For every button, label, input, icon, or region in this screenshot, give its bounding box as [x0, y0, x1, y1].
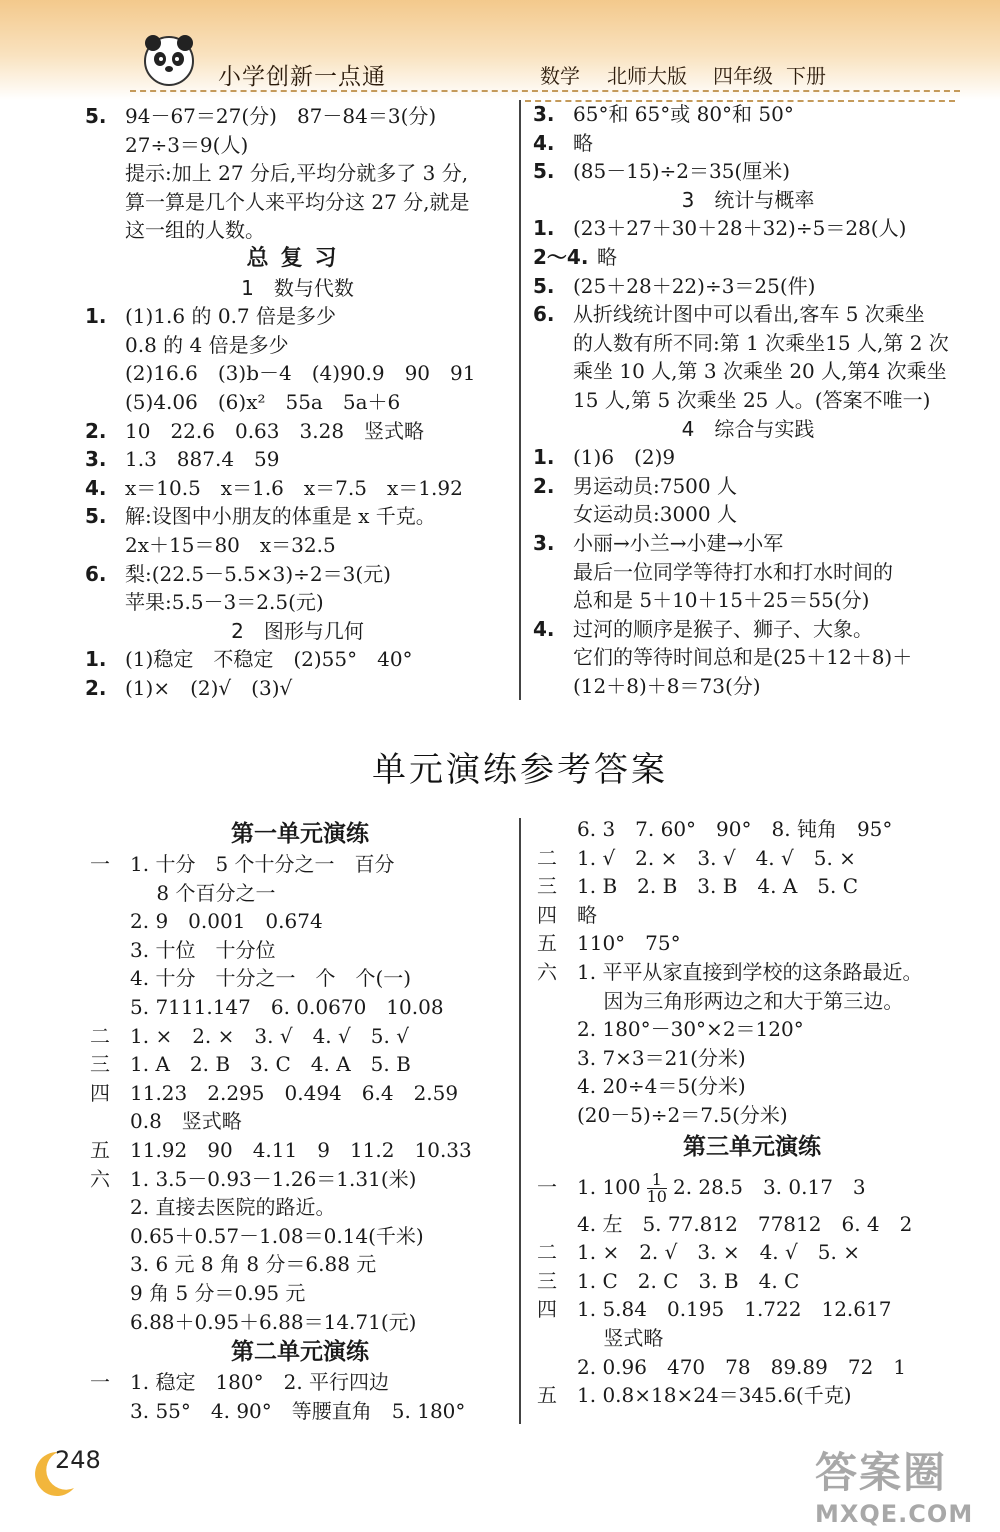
- answer-line: [90, 1050, 510, 1079]
- answer-line: [537, 1295, 967, 1324]
- answer-line: [85, 359, 510, 388]
- watermark: [815, 1440, 985, 1526]
- section-heading: 3 统计与概率: [681, 187, 815, 212]
- answer-line: [85, 588, 510, 617]
- answer-line: [90, 993, 510, 1022]
- question-group-label: 四: [537, 1297, 557, 1322]
- answer-line: [85, 645, 510, 674]
- answer-text: 1. C 2. C 3. B 4. C: [577, 1268, 800, 1293]
- answer-text: 1. 100: [577, 1174, 641, 1199]
- answer-text: 提示:加上 27 分后,平均分就多了 3 分,: [125, 161, 469, 186]
- answer-line: [85, 216, 510, 245]
- fraction-numerator: 1: [647, 1172, 667, 1189]
- answer-line: [85, 302, 510, 331]
- answer-line: [537, 815, 967, 844]
- answer-line: [85, 159, 510, 188]
- answer-text: 略: [597, 244, 617, 269]
- question-number: 3.: [533, 530, 555, 555]
- answer-line: [90, 879, 510, 908]
- question-group-label: 一: [90, 1370, 110, 1395]
- answer-text: 3. 十位 十分位: [130, 937, 276, 962]
- question-group-label: 六: [537, 959, 557, 984]
- answer-line: [537, 1044, 967, 1073]
- answer-text: (20－5)÷2＝7.5(分米): [577, 1102, 788, 1127]
- answer-line: [537, 844, 967, 873]
- top-right-column: [533, 100, 963, 700]
- answer-text: 最后一位同学等待打水和打水时间的: [573, 559, 893, 584]
- question-group-label: 四: [90, 1080, 110, 1105]
- answer-text: 男运动员:7500 人: [573, 473, 737, 498]
- section-heading: 1 数与代数: [241, 275, 354, 300]
- answer-line: [85, 417, 510, 446]
- answer-line: [85, 560, 510, 589]
- answer-text: 略: [573, 130, 593, 155]
- question-number: 2.: [533, 473, 555, 498]
- page-number: 248: [55, 1446, 101, 1474]
- answer-text: 0.65＋0.57－1.08＝0.14(千米): [130, 1223, 424, 1248]
- answer-line: [85, 188, 510, 217]
- answer-text: 2. 直接去医院的路近。: [130, 1195, 336, 1220]
- question-group-label: 一: [90, 852, 110, 876]
- answer-line: [533, 243, 963, 272]
- answer-text: 2. 28.5 3. 0.17 3: [672, 1174, 866, 1199]
- question-number: 1.: [85, 647, 107, 672]
- answer-text: 1. B 2. B 3. B 4. A 5. C: [577, 874, 859, 899]
- answer-line: [533, 615, 963, 644]
- grade-label: 四年级: [713, 64, 773, 88]
- answer-line: [85, 502, 510, 531]
- answer-line: [90, 1397, 510, 1426]
- answer-line: [533, 558, 963, 587]
- answer-text: 6.88＋0.95＋6.88＝14.71(元): [130, 1309, 417, 1334]
- answer-line: [533, 500, 963, 529]
- answer-text: 1.3 887.4 59: [125, 447, 280, 472]
- answer-line: [85, 102, 510, 131]
- answer-line: [533, 672, 963, 701]
- question-number: 2.: [85, 418, 107, 443]
- answer-text: 3. 6 元 8 角 8 分＝6.88 元: [130, 1252, 377, 1277]
- answer-text: 1. 5.84 0.195 1.722 12.617: [577, 1297, 892, 1322]
- top-left-column: [85, 102, 510, 702]
- answer-text: 27÷3＝9(人): [125, 132, 249, 157]
- answer-text: 2. 9 0.001 0.674: [130, 909, 323, 934]
- question-group-label: 三: [537, 874, 557, 899]
- answer-line: [537, 1072, 967, 1101]
- answer-line: [90, 1250, 510, 1279]
- answer-line: [537, 1324, 967, 1353]
- question-number: 4.: [533, 130, 555, 155]
- bottom-left-column: [90, 818, 510, 1425]
- question-number: 5.: [85, 504, 107, 529]
- answer-text: 110° 75°: [577, 931, 681, 956]
- answer-line: [85, 674, 510, 703]
- answer-line: [533, 357, 963, 386]
- answer-line: [90, 907, 510, 936]
- answer-line: [537, 901, 967, 930]
- watermark-url: MXQE.COM: [815, 1500, 974, 1528]
- unit-heading: 第三单元演练: [683, 1133, 821, 1160]
- answer-line: [533, 386, 963, 415]
- answer-text: 9 角 5 分＝0.95 元: [130, 1280, 306, 1305]
- answer-line: [85, 531, 510, 560]
- answer-text: 这一组的人数。: [125, 218, 265, 243]
- answer-text: (1)6 (2)9: [573, 445, 676, 470]
- answer-line: [85, 445, 510, 474]
- answer-text: 总和是 5＋10＋15＋25＝55(分): [573, 588, 870, 613]
- answer-line: [85, 331, 510, 360]
- question-number: 2.: [85, 675, 107, 700]
- answer-line: [90, 1279, 510, 1308]
- answer-line: [90, 1079, 510, 1108]
- answer-text: 1. 0.8×18×24＝345.6(千克): [577, 1383, 852, 1408]
- answer-line: [537, 1015, 967, 1044]
- answer-text: (1)1.6 的 0.7 倍是多少: [125, 304, 337, 329]
- answer-text: 1. 稳定 180° 2. 平行四边: [130, 1370, 390, 1395]
- answer-text: 3. 7×3＝21(分米): [577, 1045, 746, 1070]
- answer-line: [90, 1136, 510, 1165]
- answer-text: 1. × 2. √ 3. × 4. √ 5. ×: [577, 1240, 860, 1265]
- answer-line: [533, 443, 963, 472]
- review-heading: 总复习: [246, 245, 349, 271]
- answer-line: [537, 1353, 967, 1382]
- question-group-label: 五: [537, 931, 557, 956]
- answer-text: 2. 0.96 470 78 89.89 72 1: [577, 1354, 907, 1379]
- answer-text: (85－15)÷2＝35(厘米): [573, 159, 791, 184]
- answer-line: [537, 1210, 967, 1239]
- watermark-logo-text: 答案圈: [815, 1448, 948, 1497]
- answer-line: [537, 1238, 967, 1267]
- answer-text: 1. √ 2. × 3. √ 4. √ 5. ×: [577, 845, 856, 870]
- unit-heading: 第二单元演练: [231, 1339, 369, 1366]
- answer-line: [537, 929, 967, 958]
- answer-line: [533, 329, 963, 358]
- answer-line: [533, 529, 963, 558]
- unit-heading: 第一单元演练: [231, 821, 369, 847]
- question-number: 1.: [85, 304, 107, 329]
- answer-text: 它们的等待时间总和是(25＋12＋8)＋: [573, 645, 913, 670]
- answer-text: 的人数有所不同:第 1 次乘坐15 人,第 2 次: [573, 330, 949, 355]
- answer-line: [533, 586, 963, 615]
- top-column-divider: [519, 100, 521, 700]
- answer-line: [537, 1267, 967, 1296]
- answer-line: [90, 1368, 510, 1397]
- answer-text: 过河的顺序是猴子、狮子、大象。: [573, 616, 873, 641]
- question-number: 5.: [85, 104, 107, 128]
- answer-text: 6. 3 7. 60° 90° 8. 钝角 95°: [577, 817, 893, 841]
- question-group-label: 五: [537, 1383, 557, 1408]
- answer-line: [537, 1381, 967, 1410]
- question-group-label: 二: [537, 1240, 557, 1265]
- answer-text: 4. 十分 十分之一 个 个(一): [130, 966, 412, 991]
- answer-text: 小丽→小兰→小建→小军: [573, 530, 784, 555]
- edition-label: 北师大版: [607, 64, 687, 88]
- answer-text: 竖式略: [577, 1325, 664, 1350]
- answer-line: [90, 1222, 510, 1251]
- answer-text: 1. A 2. B 3. C 4. A 5. B: [130, 1052, 411, 1077]
- answer-line: [533, 643, 963, 672]
- answer-line: [533, 157, 963, 186]
- question-group-label: 三: [90, 1052, 110, 1077]
- answer-text: 算一算是几个人来平均分这 27 分,就是: [125, 189, 470, 214]
- answer-line: [537, 958, 967, 987]
- answer-line: [90, 1193, 510, 1222]
- answer-line: [533, 214, 963, 243]
- answer-line: [537, 1101, 967, 1130]
- question-number: 3.: [85, 447, 107, 472]
- answer-text: 1. × 2. × 3. √ 4. √ 5. √: [130, 1023, 409, 1048]
- answer-line: [90, 1165, 510, 1194]
- question-number: 6.: [533, 302, 555, 327]
- answer-text: 苹果:5.5－3＝2.5(元): [125, 590, 324, 615]
- panda-mascot-icon: [140, 30, 198, 88]
- question-group-label: 三: [537, 1268, 557, 1293]
- answer-text: (23＋27＋30＋28＋32)÷5＝28(人): [573, 216, 907, 241]
- answer-line: [85, 131, 510, 160]
- answer-text: 0.8 竖式略: [130, 1109, 242, 1134]
- question-group-label: 四: [537, 902, 557, 927]
- answer-text: (12＋8)＋8＝73(分): [573, 673, 761, 698]
- bottom-column-divider: [519, 818, 521, 1424]
- answer-text: 0.8 的 4 倍是多少: [125, 332, 289, 357]
- question-number: 2～4.: [533, 244, 589, 269]
- section-heading: 4 综合与实践: [681, 416, 815, 441]
- fraction: [646, 1169, 667, 1206]
- answer-text: 8 个百分之一: [130, 880, 276, 905]
- question-group-label: 五: [90, 1137, 110, 1162]
- answer-text: 女运动员:3000 人: [573, 502, 737, 527]
- answer-line: [90, 1022, 510, 1051]
- answer-text: 因为三角形两边之和大于第三边。: [577, 988, 904, 1013]
- section-title: 单元演练参考答案: [372, 750, 668, 790]
- answer-text: (1)× (2)√ (3)√: [125, 675, 293, 700]
- question-group-label: 二: [537, 845, 557, 870]
- answer-line: [90, 964, 510, 993]
- answer-text: (5)4.06 (6)x² 55a 5a＋6: [125, 389, 401, 414]
- answer-line: [533, 472, 963, 501]
- question-number: 1.: [533, 216, 555, 241]
- answer-text: (2)16.6 (3)b－4 (4)90.9 90 91: [125, 361, 476, 386]
- question-number: 3.: [533, 102, 555, 126]
- answer-line: [537, 987, 967, 1016]
- answer-line: [533, 100, 963, 129]
- answer-text: 梨:(22.5－5.5×3)÷2＝3(元): [125, 561, 391, 586]
- answer-text: 1. 十分 5 个十分之一 百分: [130, 852, 395, 876]
- answer-text: 11.92 90 4.11 9 11.2 10.33: [130, 1137, 472, 1162]
- answer-text: 65°和 65°或 80°和 50°: [573, 102, 794, 126]
- question-number: 6.: [85, 561, 107, 586]
- answer-text: 2x＋15＝80 x＝32.5: [125, 532, 336, 557]
- answer-line: [90, 936, 510, 965]
- answer-line: [90, 1107, 510, 1136]
- question-number: 4.: [85, 475, 107, 500]
- answer-text: 1. 平平从家直接到学校的这条路最近。: [577, 959, 923, 984]
- answer-text: 15 人,第 5 次乘坐 25 人。(答案不唯一): [573, 387, 931, 412]
- question-group-label: 二: [90, 1023, 110, 1048]
- question-number: 5.: [533, 273, 555, 298]
- answer-line: [537, 1164, 967, 1210]
- answer-line: [533, 129, 963, 158]
- answer-text: 乘坐 10 人,第 3 次乘坐 20 人,第4 次乘坐: [573, 359, 947, 384]
- answer-text: 解:设图中小朋友的体重是 x 千克。: [125, 504, 436, 529]
- answer-line: [85, 474, 510, 503]
- answer-text: 1. 3.5－0.93－1.26＝1.31(米): [130, 1166, 417, 1191]
- answer-text: x＝10.5 x＝1.6 x＝7.5 x＝1.92: [125, 475, 463, 500]
- answer-text: 3. 55° 4. 90° 等腰直角 5. 180°: [130, 1398, 466, 1423]
- bottom-right-column: [537, 815, 967, 1410]
- volume-label: 下册: [786, 64, 826, 88]
- answer-text: 5. 7111.147 6. 0.0670 10.08: [130, 994, 444, 1019]
- answer-line: [90, 850, 510, 879]
- question-number: 4.: [533, 616, 555, 641]
- answer-text: 94－67＝27(分) 87－84＝3(分): [125, 104, 437, 128]
- answer-text: 从折线统计图中可以看出,客车 5 次乘坐: [573, 302, 925, 327]
- answer-text: (25＋28＋22)÷3＝25(件): [573, 273, 816, 298]
- answer-text: 4. 20÷4＝5(分米): [577, 1074, 746, 1099]
- answer-text: 2. 180°－30°×2＝120°: [577, 1017, 804, 1042]
- answer-text: 10 22.6 0.63 3.28 竖式略: [125, 418, 425, 443]
- answer-line: [537, 872, 967, 901]
- question-group-label: 六: [90, 1166, 110, 1191]
- answer-line: [85, 388, 510, 417]
- answer-line: [533, 272, 963, 301]
- answer-line: [90, 1308, 510, 1337]
- subject-label: 数学: [540, 64, 580, 88]
- answer-text: 11.23 2.295 0.494 6.4 2.59: [130, 1080, 459, 1105]
- question-group-label: 一: [537, 1174, 557, 1199]
- question-number: 1.: [533, 445, 555, 470]
- answer-text: 略: [577, 902, 597, 927]
- question-number: 5.: [533, 159, 555, 184]
- answer-text: 4. 左 5. 77.812 77812 6. 4 2: [577, 1211, 913, 1236]
- answer-text: (1)稳定 不稳定 (2)55° 40°: [125, 647, 413, 672]
- section-heading: 2 图形与几何: [231, 618, 364, 643]
- fraction-denominator: 10: [646, 1186, 667, 1206]
- answer-line: [533, 300, 963, 329]
- series-title: 小学创新一点通: [218, 64, 386, 90]
